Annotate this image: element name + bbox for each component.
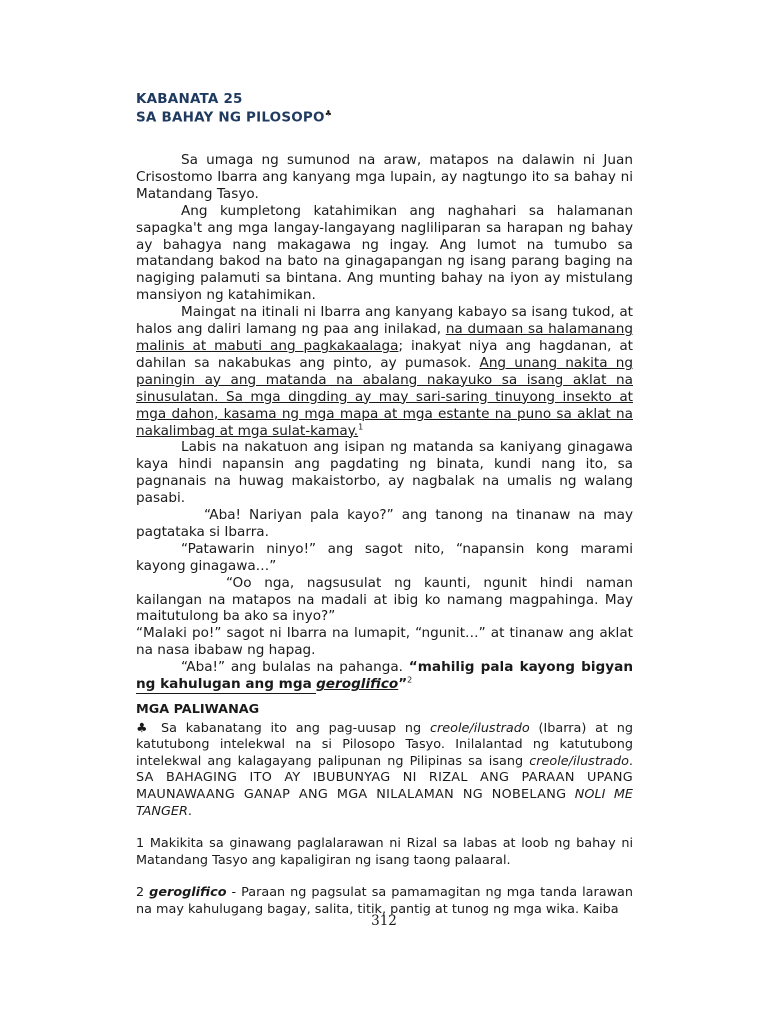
geroglifico-term: geroglifico [316,676,399,693]
note-2: 2 geroglifico - Paraan ng pagsulat sa pamamagitan ng mga tanda larawan na may kahulugang bagay, salita, titik, pantig at tunog ng mga wika. Kaiba [136,885,633,917]
paragraph-6: “Patawarin ninyo!” ang sagot nito, “napansin kong marami kayong ginagawa…” [136,540,633,574]
footnote-ref-2: 2 [407,675,413,685]
paragraph-3: Maingat na itinali ni Ibarra ang kanyang kabayo sa isang tukod, at halos ang daliri lamang ng paa ang inilakad, na dumaan sa halamanang malinis at mabuti ang pagkakaalaga; inakyat niya ang hagdanan, at dahilan sa nakabukas ang pinto, ay pumasok. Ang unang nakita ng paningin ay ang matanda na abalang nakayuko sa isang aklat na sinusulatan. Sa mga dingding ay may sari-saring tinuyong insekto at mga dahon, kasama ng mga mapa at mga estante na puno sa aklat na nakalimbag at mga sulat-kamay.$^1$ [136,304,633,439]
title-mark-icon: ♣ [324,109,333,118]
paragraph-1: Sa umaga ng sumunod na araw, matapos na dalawin ni Juan Crisostomo Ibarra ang kanyang mga lupain, ay nagtungo ito sa bahay ni Matandang Tasyo. [136,152,633,202]
chapter-number: KABANATA 25 [136,91,243,107]
club-mark-icon: ♣ [136,720,153,736]
note-intro: ♣ Sa kabanatang ito ang pag-uusap ng creole/ilustrado (Ibarra) at ng katutubong intelekwal na si Pilosopo Tasyo. Inilalantad ng katutubong intelekwal ang kalagayang palipunan ng Pilipinas sa isang creole/ilustrado. SA BAHAGING ITO AY IBUBUNYAG NI RIZAL ANG PARAAN UPANG MAUNAWAANG GANAP ANG MGA NILALAMAN NG NOBELANG NOLI ME TANGER. [136,720,633,819]
footnote-divider [136,693,316,694]
chapter-body [136,152,633,693]
paragraph-7: “Oo nga, nagsusulat ng kaunti, ngunit hindi naman kailangan na matapos na madali at ibig ko namang magpahinga. May maitutulong ba ako sa inyo?” [136,574,633,625]
paragraph-8: “Malaki po!” sagot ni Ibarra na lumapit, “ngunit…” at tinanaw ang aklat na nasa ibabaw ng hapag. [136,625,633,659]
paragraph-9: “Aba!” ang bulalas na pahanga. “mahilig pala kayong bigyan ng kahulugan ang mga geroglifico”$^2$ [136,659,633,693]
chapter-title: SA BAHAY NG PILOSOPO♣ [136,109,333,126]
paragraph-5: “Aba! Nariyan pala kayo?” ang tanong na tinanaw na may pagtataka si Ibarra. [136,507,633,540]
notes-section [136,702,633,919]
footnote-ref-1: 1 [358,421,364,431]
underlined-passage-2: Ang unang nakita ng paningin ay ang matanda na abalang nakayuko sa isang aklat na sinusulatan. Sa mga dingding ay may sari-saring tinuyong insekto at mga dahon, kasama ng mga mapa at mga estante na puno sa aklat na nakalimbag at mga sulat-kamay. [136,354,633,439]
page-number: 312 [371,913,397,929]
paragraph-2: Ang kumpletong katahimikan ang naghahari sa halamanan sapagka't ang mga langay-langayang nagliliparan sa harapan ng bahay ay bahagya nang makagawa ng ingay. Ang lumot na tumubo sa matandang bakod na bato na ginagapangan ng isang parang baging na nagiging palamuti sa bintana. Ang munting bahay na iyon ay mistulang mansiyon ng katahimikan. [136,202,633,304]
notes-title: MGA PALIWANAG [136,702,260,717]
underlined-passage-1: na dumaan sa halamanang malinis at mabuti ang pagkakaalaga [136,321,633,354]
paragraph-4: Labis na nakatuon ang isipan ng matanda sa kaniyang ginagawa kaya hindi napansin ang pagdating ng binata, kundi nang ito, sa pagnanais na huwag makaistorbo, ay nagbalak na umalis ng walang pasabi. [136,439,633,507]
note-1: 1 Makikita sa ginawang paglalarawan ni Rizal sa labas at loob ng bahay ni Matandang Tasyo ang kapaligiran ng isang taong palaaral. [136,836,633,868]
